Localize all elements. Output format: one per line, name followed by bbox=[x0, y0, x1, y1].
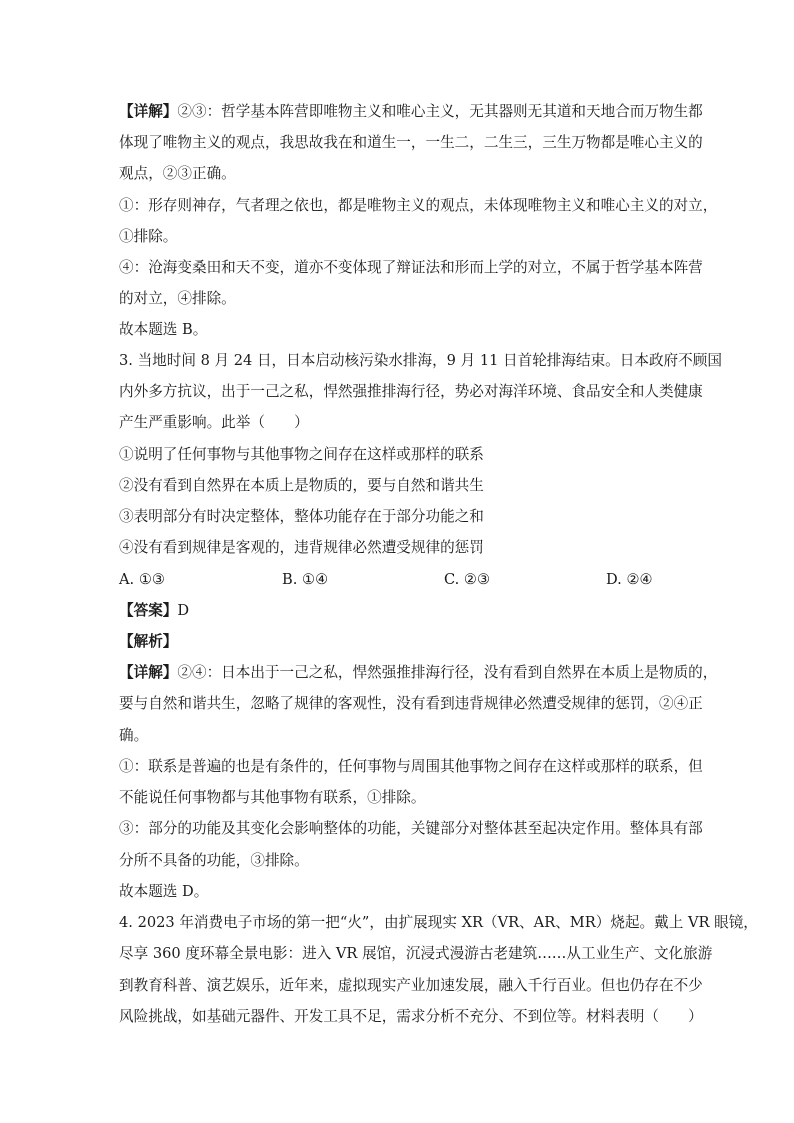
detail-text: ②④：日本出于一己之私，悍然强推排海行径，没有看到自然界在本质上是物质的， bbox=[177, 664, 718, 681]
conclusion-line: 故本题选 D。 bbox=[119, 883, 209, 900]
detail-paragraph-line: 体现了唯物主义的观点，我思故我在和道生一，一生二，二生三，三生万物都是唯心主义的 bbox=[119, 134, 703, 151]
detail-paragraph-line: ①排除。 bbox=[119, 228, 178, 245]
detail-paragraph-line: ③：部分的功能及其变化会影响整体的功能，关键部分对整体甚至起决定作用。整体具有部 bbox=[119, 820, 703, 837]
detail-tag: 【详解】 bbox=[119, 664, 178, 681]
question-stem-line: 到教育科普、演艺娱乐，近年来，虚拟现实产业加速发展，融入千行百业。但也仍存在不少 bbox=[119, 977, 703, 994]
detail-text: ②③：哲学基本阵营即唯物主义和唯心主义，无其器则无其道和天地合而万物生都 bbox=[177, 103, 703, 120]
detail-paragraph-line: ①：联系是普遍的也是有条件的，任何事物与周围其他事物之间存在这样或那样的联系，但 bbox=[119, 758, 703, 775]
answer-tag: 【答案】 bbox=[119, 602, 178, 619]
option-c: C. ②③ bbox=[444, 571, 491, 588]
detail-paragraph-line bbox=[119, 102, 703, 122]
conclusion-line: 故本题选 B。 bbox=[119, 321, 208, 338]
question-stem-line: 风险挑战，如基础元器件、开发工具不足，需求分析不充分、不到位等。材料表明（ ） bbox=[119, 1008, 703, 1025]
detail-tag: 【详解】 bbox=[119, 103, 178, 120]
answer-value: D bbox=[177, 602, 190, 619]
detail-paragraph-line: 不能说任何事物都与其他事物有联系，①排除。 bbox=[119, 789, 426, 806]
statement-4: ④没有看到规律是客观的，违背规律必然遭受规律的惩罚 bbox=[119, 539, 484, 556]
analysis-heading bbox=[119, 632, 679, 652]
question-stem-line: 产生严重影响。此举（ ） bbox=[119, 414, 309, 431]
detail-paragraph-line bbox=[119, 663, 718, 683]
option-b: B. ①④ bbox=[282, 571, 329, 588]
statement-3: ③表明部分有时决定整体，整体功能存在于部分功能之和 bbox=[119, 508, 484, 525]
statement-1: ①说明了任何事物与其他事物之间存在这样或那样的联系 bbox=[119, 446, 484, 463]
statement-2: ②没有看到自然界在本质上是物质的，要与自然和谐共生 bbox=[119, 477, 484, 494]
option-d: D. ②④ bbox=[606, 571, 653, 588]
analysis-tag: 【解析】 bbox=[119, 633, 178, 650]
detail-paragraph-line: 分所不具备的功能，③排除。 bbox=[119, 852, 309, 869]
option-a: A. ①③ bbox=[119, 571, 165, 588]
detail-paragraph-line: 确。 bbox=[119, 727, 149, 744]
question-stem-line: 尽享 360 度环幕全景电影：进入 VR 展馆，沉浸式漫游古老建筑……从工业生产、文化旅游 bbox=[119, 945, 713, 962]
detail-paragraph-line: 的对立，④排除。 bbox=[119, 290, 236, 307]
question-stem-line: 3. 当地时间 8 月 24 日，日本启动核污染水排海，9 月 11 日首轮排海结束。日本政府不顾国 bbox=[119, 352, 722, 369]
detail-paragraph-line: ④：沧海变桑田和天不变，道亦不变体现了辩证法和形而上学的对立，不属于哲学基本阵营 bbox=[119, 259, 703, 276]
detail-paragraph-line: 要与自然和谐共生，忽略了规律的客观性，没有看到违背规律必然遭受规律的惩罚，②④正 bbox=[119, 695, 703, 712]
detail-paragraph-line: 观点，②③正确。 bbox=[119, 165, 236, 182]
question-stem-line: 内外多方抗议，出于一己之私，悍然强推排海行径，势必对海洋环境、食品安全和人类健康 bbox=[119, 383, 703, 400]
detail-paragraph-line: ①：形存则神存，气者理之依也，都是唯物主义的观点，未体现唯物主义和唯心主义的对立， bbox=[119, 197, 718, 214]
question-stem-line: 4. 2023 年消费电子市场的第一把“火”，由扩展现实 XR（VR、AR、MR）烧起。戴上 VR 眼镜， bbox=[119, 914, 758, 931]
answer-line bbox=[119, 601, 679, 621]
